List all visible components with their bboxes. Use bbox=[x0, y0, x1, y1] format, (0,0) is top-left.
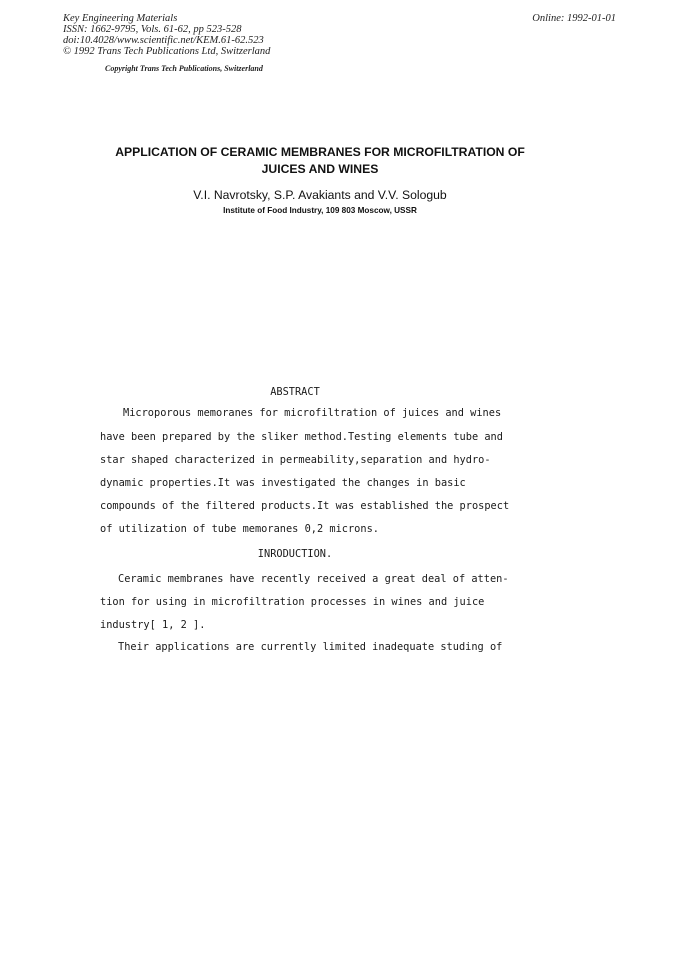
introduction-line: tion for using in microfiltration processes in wines and juice bbox=[100, 596, 485, 608]
introduction-line: Their applications are currently limited inadequate studing of bbox=[118, 641, 503, 653]
journal-name: Key Engineering Materials bbox=[63, 13, 178, 24]
copyright-stamp: Copyright Trans Tech Publications, Switzerland bbox=[105, 64, 263, 73]
abstract-line: Microporous memoranes for microfiltration of juices and wines bbox=[123, 407, 502, 419]
online-date: Online: 1992-01-01 bbox=[532, 13, 616, 24]
abstract-line: dynamic properties.It was investigated the changes in basic bbox=[100, 477, 466, 489]
paper-affiliation: Institute of Food Industry, 109 803 Moscow, USSR bbox=[223, 206, 417, 215]
title-line-2: JUICES AND WINES bbox=[261, 162, 379, 176]
introduction-line: Ceramic membranes have recently received a great deal of atten- bbox=[118, 573, 509, 585]
abstract-heading: ABSTRACT bbox=[270, 386, 320, 398]
introduction-heading: INRODUCTION. bbox=[257, 548, 333, 560]
journal-header bbox=[63, 13, 483, 57]
paper-title bbox=[90, 144, 550, 178]
title-line-1: APPLICATION OF CERAMIC MEMBRANES FOR MICROFILTRATION OF bbox=[115, 145, 525, 159]
abstract-line: compounds of the filtered products.It was established the prospect bbox=[100, 500, 510, 512]
doi-line: doi:10.4028/www.scientific.net/KEM.61-62.523 bbox=[63, 35, 264, 46]
abstract-line: star shaped characterized in permeability,separation and hydro- bbox=[100, 454, 491, 466]
introduction-line: industry[ 1, 2 ]. bbox=[100, 619, 206, 631]
abstract-line: of utilization of tube memoranes 0,2 microns. bbox=[100, 523, 379, 535]
abstract-line: have been prepared by the sliker method.Testing elements tube and bbox=[100, 431, 503, 443]
paper-authors: V.I. Navrotsky, S.P. Avakiants and V.V. Sologub bbox=[193, 188, 447, 202]
copyright-line: © 1992 Trans Tech Publications Ltd, Switzerland bbox=[63, 46, 271, 57]
issn-line: ISSN: 1662-9795, Vols. 61-62, pp 523-528 bbox=[63, 24, 242, 35]
